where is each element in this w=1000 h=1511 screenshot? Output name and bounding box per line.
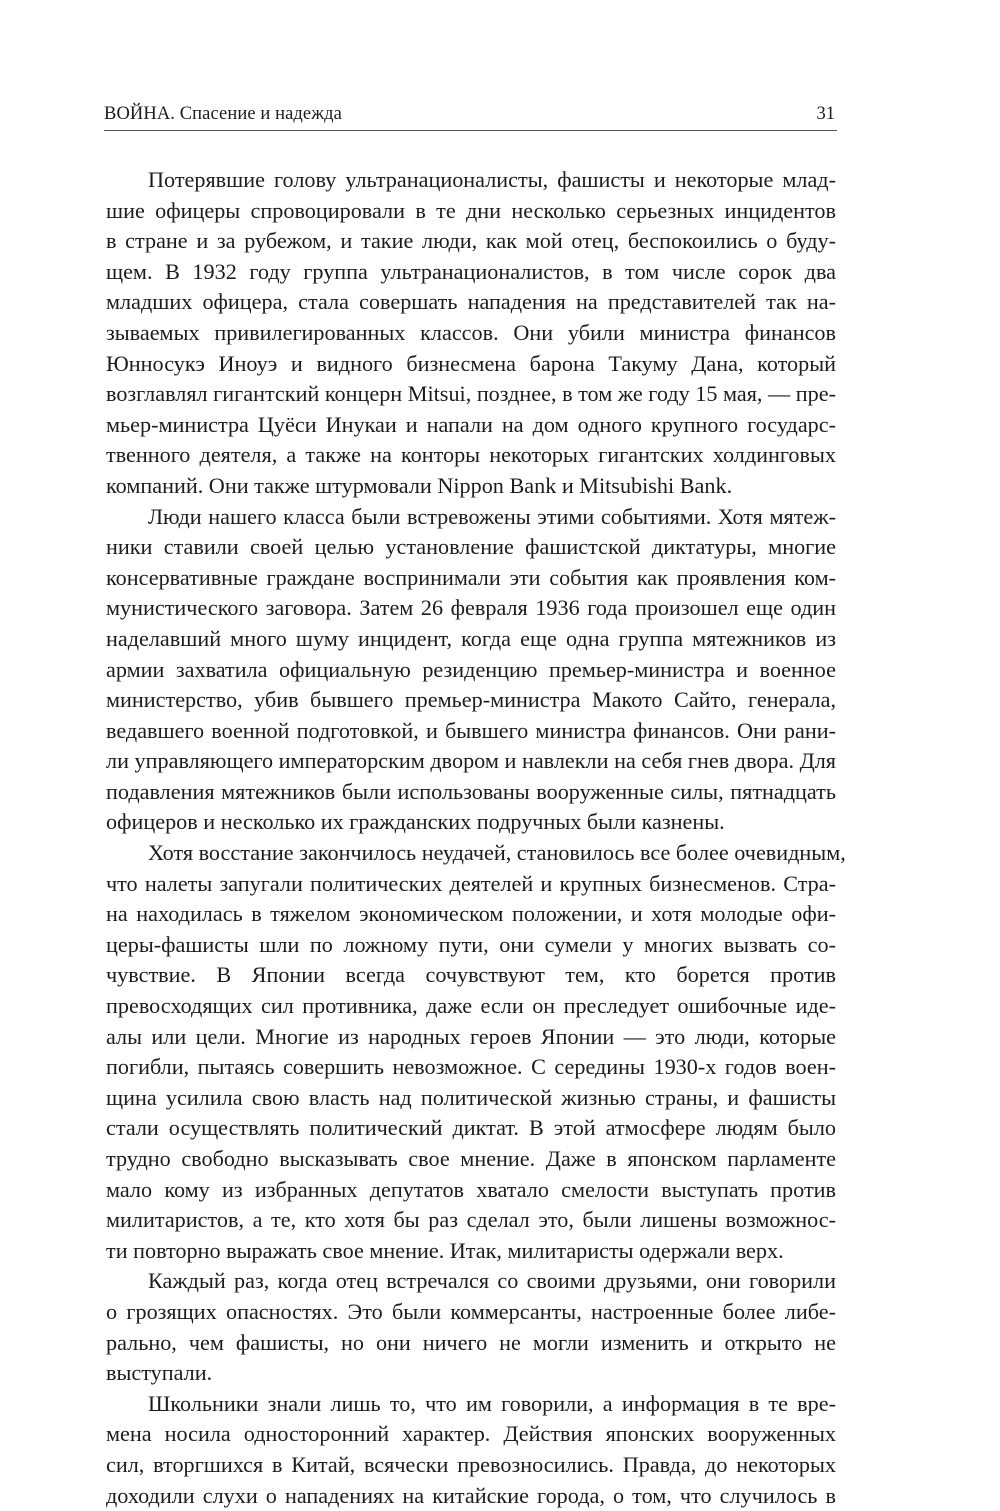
paragraph-4 (106, 1266, 836, 1388)
text-line: зываемых привилегированных классов. Они убили министра финансов (106, 319, 836, 345)
text-line: погибли, пытаясь совершить невозможное. С середины 1930-х годов воен- (106, 1054, 836, 1080)
text-line: доходили слухи о нападениях на китайские города, о том, что случилось в (106, 1482, 836, 1508)
text-line: шие офицеры спровоцировали в те дни несколько серьезных инцидентов (106, 197, 836, 223)
text-line: компаний. Они также штурмовали Nippon Bank и Mitsubishi Bank. (106, 472, 733, 498)
text-line: ти повторно выражать свое мнение. Итак, милитаристы одержали верх. (106, 1237, 784, 1263)
text-line: возглавлял гигантский концерн Mitsui, позднее, в том же году 15 мая, — пре- (106, 381, 836, 407)
text-line: Юнносукэ Иноуэ и видного бизнесмена барона Такуму Дана, который (106, 350, 836, 376)
text-line: ли управляющего императорским двором и навлекли на себя гнев двора. Для (106, 748, 836, 774)
text-line: щина усилила свою власть над политической жизнью страны, и фашисты (106, 1084, 836, 1110)
text-line: трудно свободно высказывать свое мнение. Даже в японском парламенте (106, 1146, 836, 1171)
text-line: в стране и за рубежом, и такие люди, как мой отец, беспокоились о буду- (106, 228, 836, 254)
text-line: младших офицера, стала совершать нападения на представителей так на- (106, 289, 836, 315)
text-line: о грозящих опасностях. Это были коммерсанты, настроенные более либе- (106, 1298, 836, 1324)
paragraph-3 (106, 838, 846, 1266)
text-line: превосходящих сил противника, даже если он преследует ошибочные иде- (106, 993, 836, 1019)
text-line: министерство, убив бывшего премьер-министра Макото Сайто, генерала, (106, 687, 836, 713)
body-text (106, 165, 846, 1511)
paragraph-5 (106, 1389, 836, 1511)
text-line: мало кому из избранных депутатов хватало смелости выступать против (106, 1176, 836, 1202)
paragraph-2 (106, 502, 836, 839)
text-line: чувствие. В Японии всегда сочувствуют тем, кто борется против (106, 962, 836, 988)
text-line: офицеров и несколько их гражданских подручных были казнены. (106, 809, 725, 835)
text-line: наделавший много шуму инцидент, когда еще одна группа мятежников из (106, 625, 836, 651)
text-line: что налеты запугали политических деятелей и крупных бизнесменов. Стра- (106, 870, 836, 896)
text-line: ведавшего военной подготовкой, и бывшего министра финансов. Они рани- (106, 717, 836, 743)
text-line: Люди нашего класса были встревожены этими событиями. Хотя мятеж- (148, 503, 836, 529)
text-line: мена носила односторонний характер. Действия японских вооруженных (106, 1421, 836, 1447)
page-number: 31 (816, 104, 835, 124)
text-line: мунистического заговора. Затем 26 февраля 1936 года произошел еще один (106, 595, 836, 621)
text-line: сил, вторгшихся в Китай, всячески превозносились. Правда, до некоторых (106, 1451, 836, 1477)
text-line: Хотя восстание закончилось неудачей, становилось все более очевидным, (148, 840, 846, 866)
text-line: церы-фашисты шли по ложному пути, они сумели у многих вызвать со- (106, 931, 836, 957)
text-line: Каждый раз, когда отец встречался со своими друзьями, они говорили (148, 1268, 836, 1294)
text-line: алы или цели. Многие из народных героев Японии — это люди, которые (106, 1023, 836, 1049)
running-title: ВОЙНА. Спасение и надежда (104, 104, 342, 124)
text-line: рально, чем фашисты, но они ничего не могли изменить и открыто не (106, 1329, 836, 1355)
text-line: выступали. (106, 1360, 213, 1386)
paragraph-1 (106, 165, 836, 502)
text-line: мьер-министра Цуёси Инукаи и напали на дом одного крупного государс- (106, 411, 836, 437)
text-line: Потерявшие голову ультранационалисты, фашисты и некоторые млад- (148, 167, 836, 192)
text-line: ники ставили своей целью установление фашистской диктатуры, многие (106, 534, 836, 560)
text-line: Школьники знали лишь то, что им говорили, а информация в те вре- (148, 1390, 836, 1416)
text-line: армии захватила официальную резиденцию премьер-министра и военное (106, 656, 836, 682)
text-line: консервативные граждане воспринимали эти события как проявления ком- (106, 564, 836, 590)
text-line: милитаристов, а те, кто хотя бы раз сделал это, были лишены возможнос- (106, 1207, 836, 1233)
text-line: щем. В 1932 году группа ультранационалистов, в том числе сорок два (106, 258, 836, 284)
text-line: подавления мятежников были использованы вооруженные силы, пятнадцать (106, 778, 836, 804)
text-line: на находилась в тяжелом экономическом положении, и хотя молодые офи- (106, 901, 836, 927)
text-line: стали осуществлять политический диктат. В этой атмосфере людям было (106, 1115, 836, 1141)
page-header (104, 102, 837, 131)
text-line: твенного деятеля, а также на конторы некоторых гигантских холдинговых (106, 442, 836, 468)
